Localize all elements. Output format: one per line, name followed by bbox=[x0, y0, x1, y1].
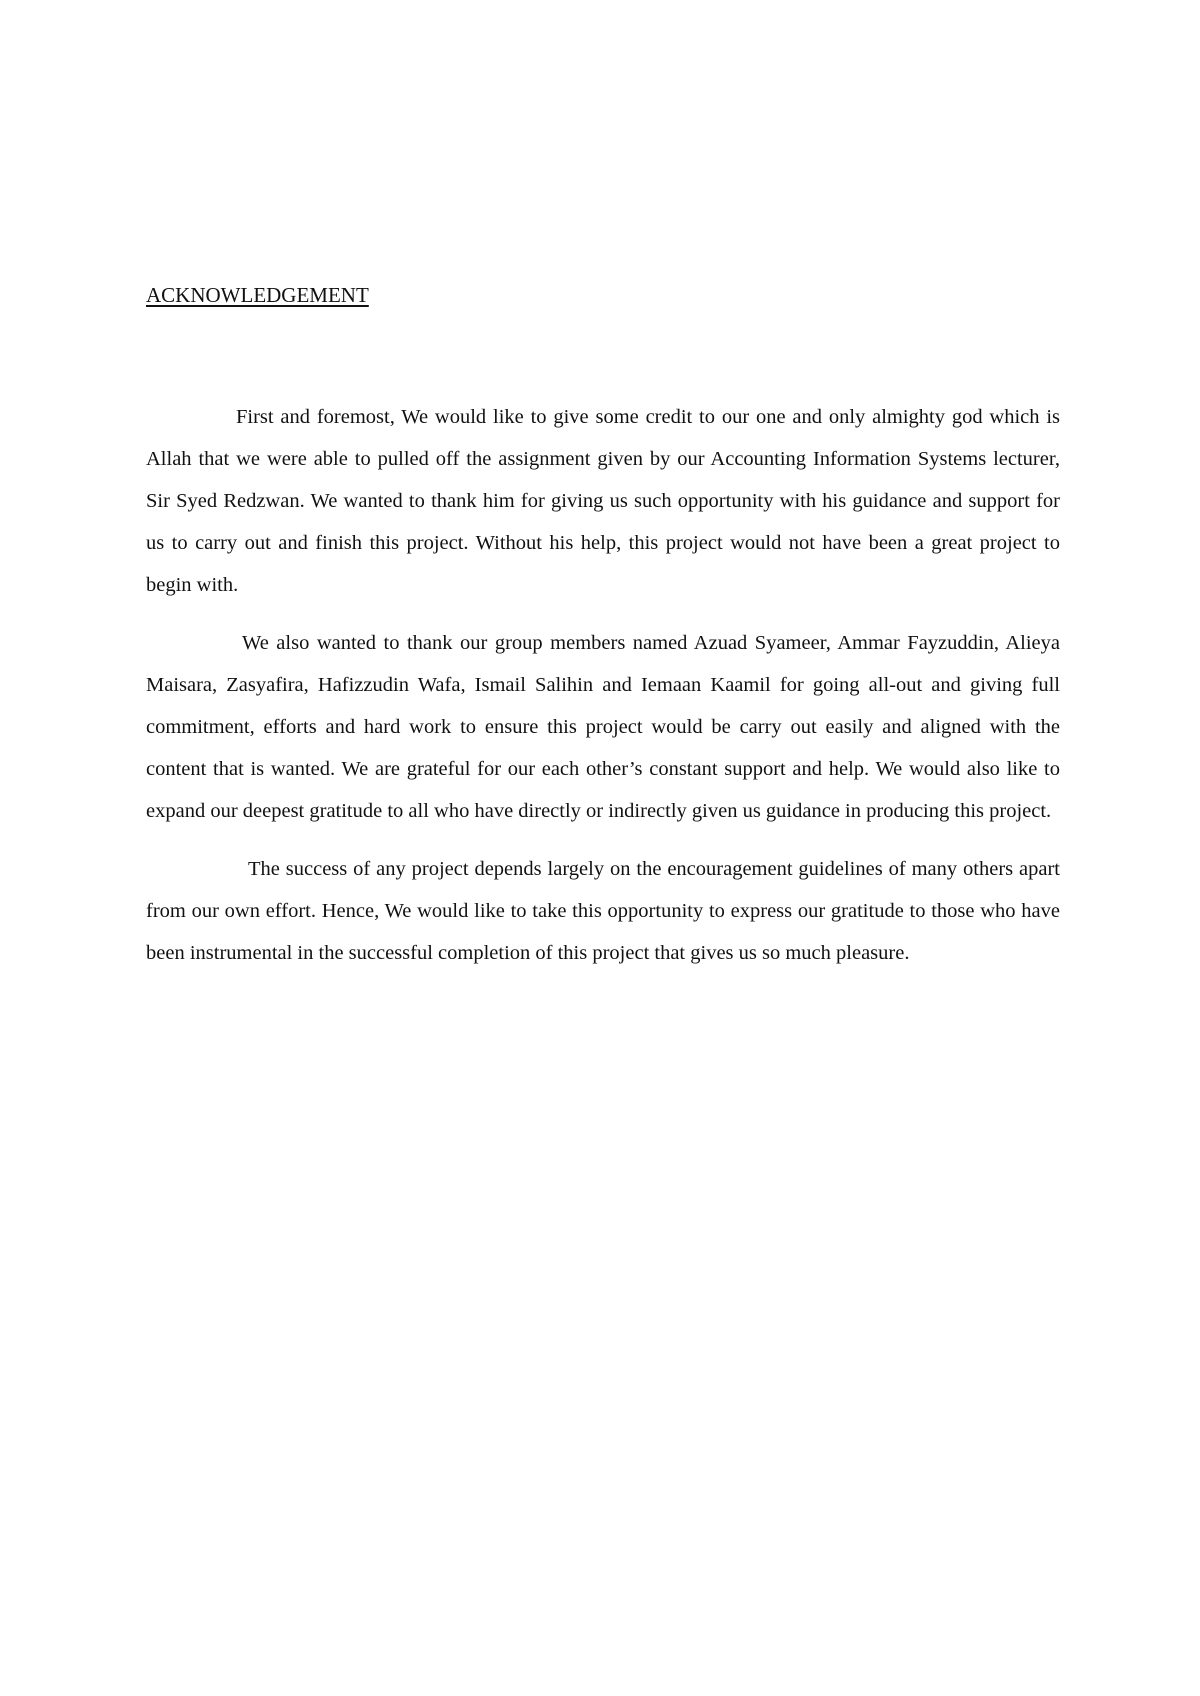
paragraph-closing: The success of any project depends largely on the encouragement guidelines of many others apart from our own effort. Hence, We would like to take this opportunity to express our gratitude to those who have been instrumental in the successful completion of this project that gives us so much pleasure. bbox=[146, 858, 1060, 964]
document-body bbox=[146, 396, 1060, 990]
page-title: ACKNOWLEDGEMENT bbox=[146, 283, 369, 307]
paragraph-group-members: We also wanted to thank our group members named Azuad Syameer, Ammar Fayzuddin, Alieya Maisara, Zasyafira, Hafizzudin Wafa, Ismail Salihin and Iemaan Kaamil for going all-out and giving full commitment, efforts and hard work to ensure this project would be carry out easily and aligned with the content that is wanted. We are grateful for our each other’s constant support and help. We would also like to expand our deepest gratitude to all who have directly or indirectly given us guidance in producing this project. bbox=[146, 632, 1060, 822]
paragraph-intro: First and foremost, We would like to give some credit to our one and only almighty god which is Allah that we were able to pulled off the assignment given by our Accounting Information Systems lecturer, Sir Syed Redzwan. We wanted to thank him for giving us such opportunity with his guidance and support for us to carry out and finish this project. Without his help, this project would not have been a great project to begin with. bbox=[146, 406, 1060, 596]
